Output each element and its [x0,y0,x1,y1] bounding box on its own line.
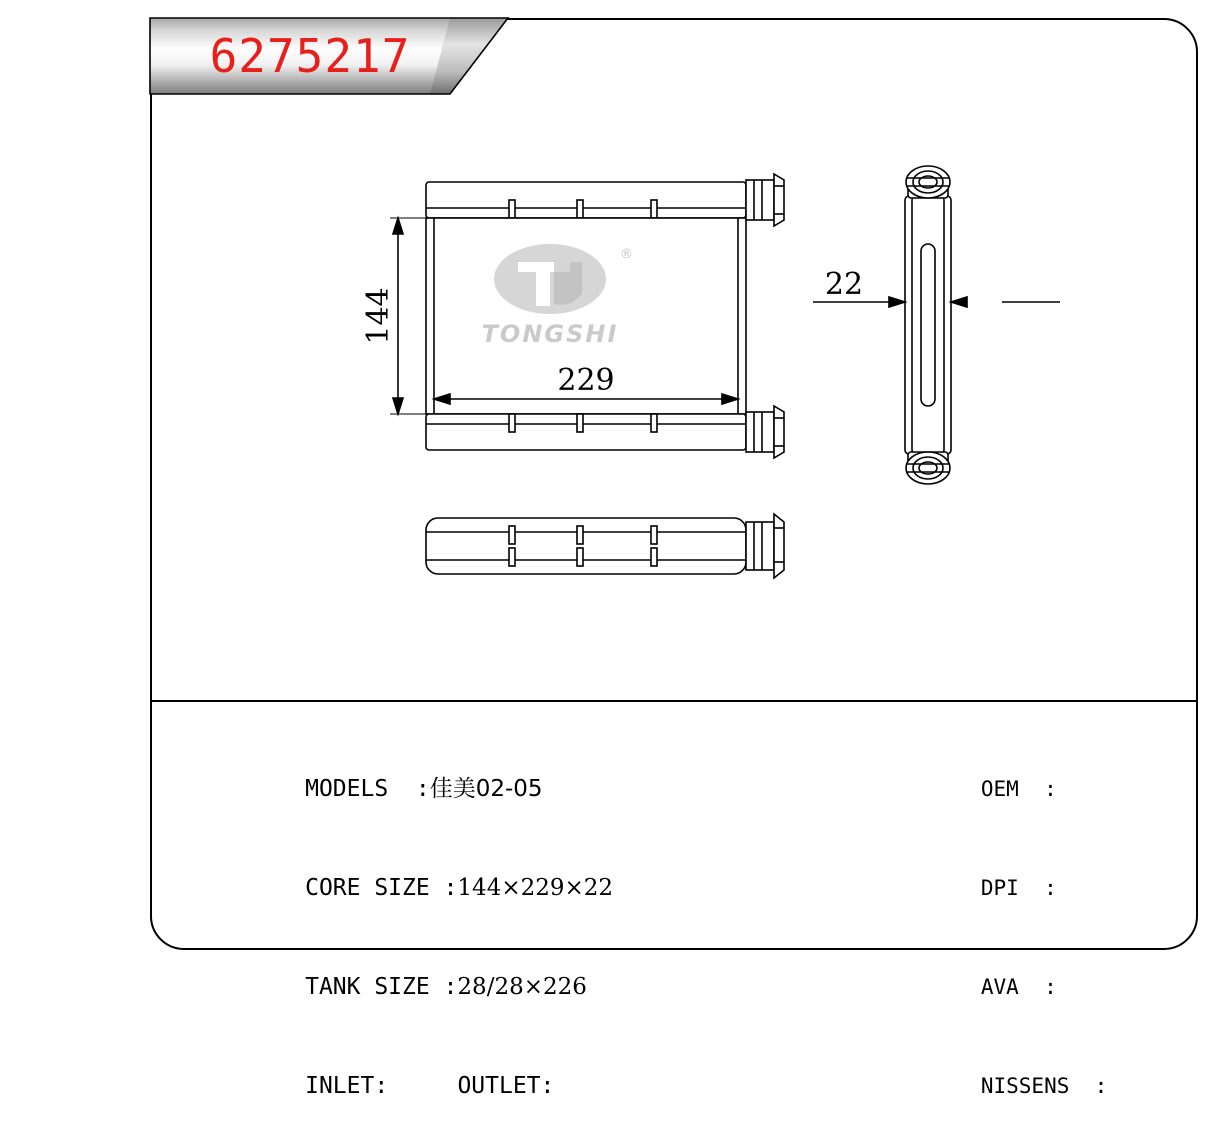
spec-row-nissens [905,1037,1185,1136]
dimension-height-label: 144 [361,287,396,345]
section-divider [151,700,1197,702]
part-number-ribbon [150,18,508,94]
dimension-thickness-label: 22 [824,267,864,302]
spec-label-inlet: INLET: [305,1073,389,1099]
spec-label-outlet: OUTLET: [457,1073,555,1099]
side-view-group [905,166,951,484]
spec-row-core-size [222,839,842,938]
spec-row-ava [905,938,1185,1037]
spec-label-models: MODELS : [305,776,430,802]
front-view-group [426,174,784,458]
dimension-width-label: 229 [557,363,615,398]
technical-drawing [150,94,1198,700]
svg-text:TONGSHI: TONGSHI [481,320,619,348]
drawing-svg [150,94,1198,700]
spec-value-models: 佳美02-05 [429,776,543,802]
svg-text:®: ® [620,247,633,262]
spec-row-inlet-outlet [222,1037,842,1136]
spec-label-tank-size: TANK SIZE : [305,974,458,1000]
spec-label-oem: OEM : [980,777,1057,801]
spec-label-core-size: CORE SIZE : [305,875,458,901]
spec-value-tank-size: 28/28×226 [457,974,587,1000]
spec-list-right [905,740,1185,1136]
spec-value-core-size: 144×229×22 [457,875,614,901]
spec-list-left [222,740,842,1136]
spec-label-dpi: DPI : [980,876,1057,900]
spec-row-tank-size [222,938,842,1037]
spec-label-ava: AVA : [980,975,1057,999]
tank-view-group [426,514,784,578]
part-number-text: 6275217 [209,29,411,83]
spec-row-models [222,740,842,839]
spec-label-nissens: NISSENS : [980,1074,1108,1098]
spec-row-dpi [905,839,1185,938]
spec-row-oem [905,740,1185,839]
